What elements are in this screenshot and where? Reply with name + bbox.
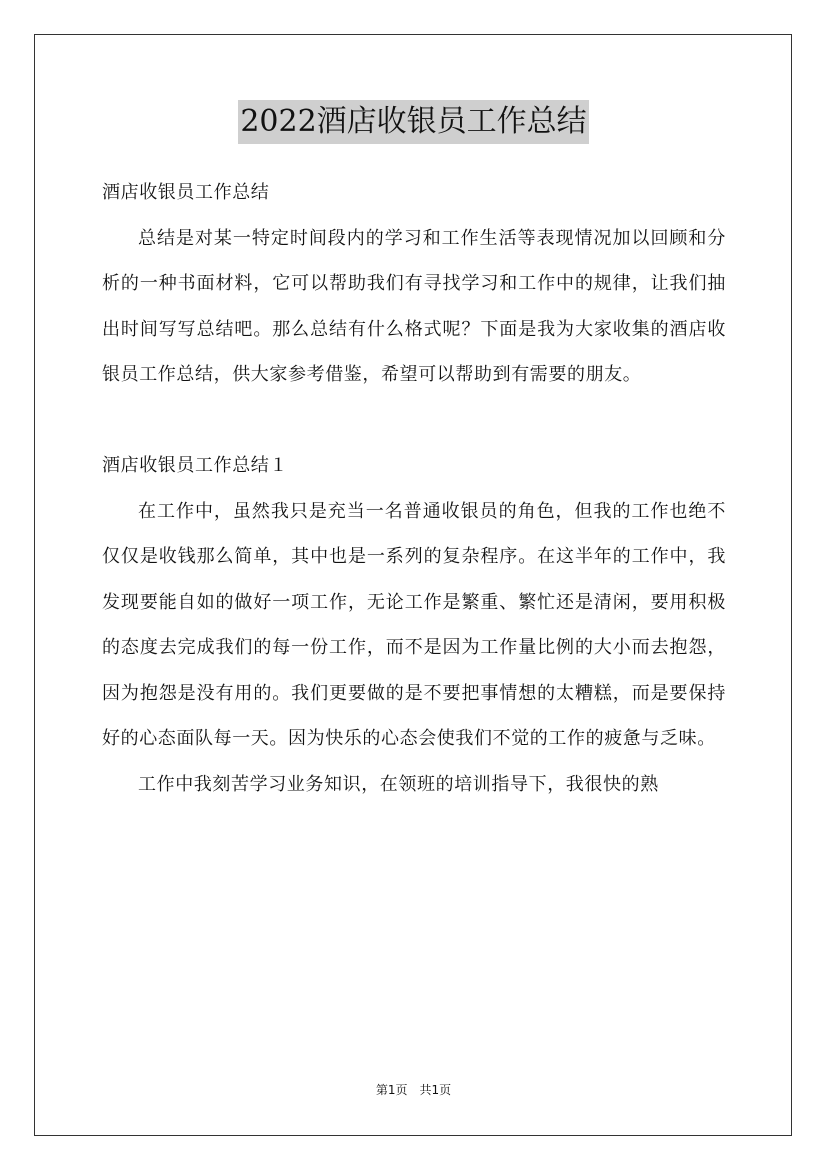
intro-paragraph: 总结是对某一特定时间段内的学习和工作生活等表现情况加以回顾和分析的一种书面材料，它可以帮助我们有寻找学习和工作中的规律，让我们抽出时间写写总结吧。那么总结有什么格式呢？下面是我为大家收集的酒店收银员工作总结，供大家参考借鉴，希望可以帮助到有需要的朋友。 [102,227,726,385]
section1-paragraph-2: 工作中我刻苦学习业务知识，在领班的培训指导下，我很快的熟 [138,773,659,795]
page-footer [0,1082,827,1098]
document-title: 2022酒店收银员工作总结 [238,100,588,144]
page-total: 共1页 [419,1083,452,1097]
section1-paragraph-1: 在工作中，虽然我只是充当一名普通收银员的角色，但我的工作也绝不仅仅是收钱那么简单，其中也是一系列的复杂程序。在这半年的工作中，我发现要能自如的做好一项工作，无论工作是繁重、繁忙还是清闲，要用积极的态度去完成我们的每一份工作，而不是因为工作量比例的大小而去抱怨，因为抱怨是没有用的。我们更要做的是不要把事情想的太糟糕，而是要保持好的心态面队每一天。因为快乐的心态会使我们不觉的工作的疲惫与乏味。 [102,500,726,749]
section1-heading: 酒店收银员工作总结１ [102,455,288,476]
page-number: 第1页 [375,1083,408,1097]
document-body [102,170,726,807]
title-wrap [0,100,827,144]
subtitle: 酒店收银员工作总结 [102,182,270,203]
paragraph-spacer [102,398,726,444]
